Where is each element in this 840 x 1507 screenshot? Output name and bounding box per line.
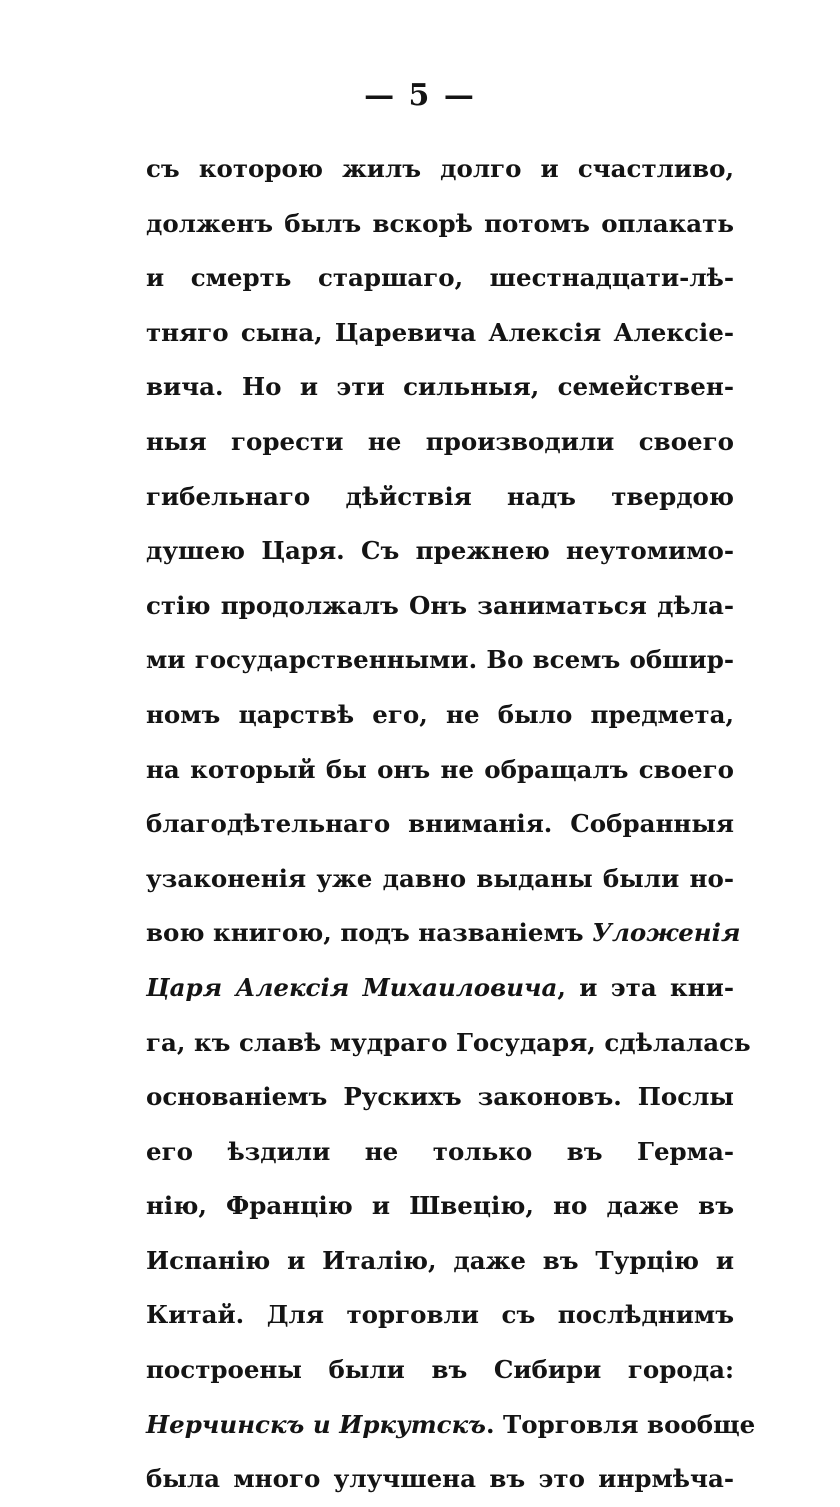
text-segment: благодѣтельнаго вниманія. Собранныя [146,809,734,839]
text-segment: его ѣздили не только въ Герма- [146,1136,734,1166]
text-line [146,524,734,579]
italic-text: Царя Алексія Михаиловича [146,972,558,1002]
text-line [146,197,734,252]
text-line [146,470,734,525]
text-line [146,852,734,907]
text-line [146,1288,734,1343]
text-segment: ныя горести не производили своего [146,426,734,456]
text-segment: стію продолжалъ Онъ заниматься дѣла- [146,590,734,620]
text-segment: ми государственными. Во всемъ обшир- [146,645,734,675]
page-number: — 5 — [364,78,476,113]
text-segment: номъ царствѣ его, не было предмета, [146,699,734,729]
text-line [146,688,734,743]
text-line [146,633,734,688]
text-line [146,306,734,361]
text-segment: нію, Францію и Швецію, но даже въ [146,1191,734,1221]
text-line [146,1343,734,1398]
text-segment: долженъ былъ вскорѣ потомъ оплакать [146,208,734,238]
text-line [146,743,734,798]
text-line [146,1016,751,1071]
italic-text: Уложенія [592,918,741,948]
text-line [146,1125,734,1180]
text-line [146,797,734,852]
text-line [146,360,734,415]
text-line [146,906,741,961]
text-segment: гибельнаго дѣйствія надъ твердою [146,481,734,511]
text-segment: . Торговля вообще [486,1409,756,1439]
text-line [146,1398,756,1453]
text-segment: вича. Но и эти сильныя, семействен- [146,372,734,402]
text-segment: съ которою жилъ долго и счастливо, [146,154,734,183]
text-line [146,251,734,306]
italic-text: Нерчинскъ и Иркутскъ [146,1409,486,1439]
body-text [146,142,756,1507]
text-segment: га, къ славѣ мудраго Государя, сдѣлалась [146,1027,751,1057]
text-segment: была много улучшена въ это инрмѣча- [146,1464,734,1494]
text-segment: Китай. Для торговли съ послѣднимъ [146,1300,734,1330]
text-segment: тняго сына, Царевича Алексія Алексіе- [146,317,734,347]
text-segment: узаконенія уже давно выданы были но- [146,863,734,893]
text-segment: построены были въ Сибири города: [146,1355,734,1385]
text-line [146,1179,734,1234]
text-line [146,579,734,634]
text-segment: , и эта кни- [557,972,735,1002]
text-line [146,1070,734,1125]
text-segment: Испанію и Италію, даже въ Турцію и [146,1245,734,1275]
text-segment: на который бы онъ не обращалъ своего [146,754,734,784]
text-segment: и смерть старшаго, шестнадцати-лѣ- [146,263,734,293]
text-line [146,142,734,197]
text-segment: душею Царя. Съ прежнею неутомимо- [146,536,734,566]
text-line [146,1234,734,1289]
text-line [146,961,734,1016]
text-line [146,415,734,470]
text-segment: вою книгою, подъ названіемъ [146,918,593,948]
text-segment: основаніемъ Рускихъ законовъ. Послы [146,1082,734,1112]
text-line [146,1452,734,1507]
